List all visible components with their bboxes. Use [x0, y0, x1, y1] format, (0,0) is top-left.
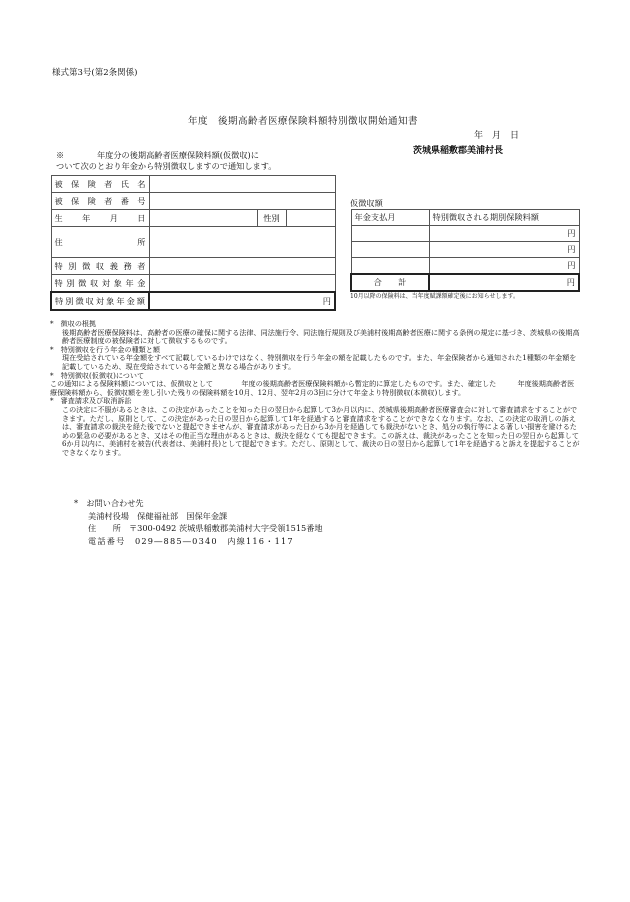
month-cell: [351, 242, 429, 258]
table-row: [51, 258, 335, 275]
table-row: [51, 210, 335, 227]
table-header-row: [351, 210, 579, 226]
table-row: [351, 242, 579, 258]
table-row: [351, 258, 579, 275]
month-cell: [351, 226, 429, 242]
table-row: [51, 275, 335, 293]
number-value: [149, 193, 335, 210]
number-label: 被保険者番号: [51, 193, 149, 210]
table-row: [51, 292, 335, 310]
issuer: 茨城県稲敷郡美浦村長: [413, 146, 504, 156]
section-body: 現在受給されている年金額をすべて記載しているわけではなく、特別徴収を行う年金の額を記載したものです。また、年金保険者から通知された1種類の年金額を記載しているため、現在受給されている年金額と異なる場合があります。: [62, 353, 577, 371]
pension-label: 特別徴収対象年金: [51, 275, 149, 293]
table-row: [351, 226, 579, 242]
table-row: [51, 176, 335, 193]
total-label: 合 計: [351, 274, 429, 291]
section-heading: * 特別徴収(仮徴収)について: [50, 370, 145, 380]
month-cell: [351, 258, 429, 275]
table-row: [51, 227, 335, 258]
birth-label: 生年月日: [51, 210, 149, 227]
section-heading: * 徴収の根拠: [50, 319, 97, 328]
total-yen: 円: [429, 274, 579, 291]
sex-label: 性別: [257, 210, 286, 227]
section-body: 後期高齢者医療保険料は、高齢者の医療の確保に関する法律、同法施行令、同法施行規則及び美浦村後期高齢者医療に関する条例の規定に基づき、茨城県の後期高齢者医療制度の被保険者に対して徴収するものです。: [62, 327, 580, 346]
birth-value: [149, 210, 257, 227]
amount-label: 特別徴収対象年金額: [51, 292, 149, 310]
contact-department: 美浦村役場 保健福祉部 国保年金課: [88, 510, 228, 521]
name-value: [149, 176, 335, 193]
form-number: 様式第3号(第2条関係): [52, 68, 138, 78]
address-value: [149, 227, 335, 258]
obligor-value: [149, 258, 335, 275]
section-body: この通知による保険料額については、仮徴収として 年度の後期高齢者医療保険料額から暫定的に算定したものです。また、確定した 年度後期高齢者医療保険料額から、仮徴収額を差し引いた残りの保険料額を10月、12月、翌年2月の3回に分けて年金より特別徴収(本徴収)します。: [50, 379, 575, 397]
section-heading: * 審査請求及び取消訴訟: [50, 396, 132, 406]
provisional-table: [350, 209, 580, 292]
provisional-caption: 仮徴収額: [350, 198, 383, 208]
section-body: この決定に不服があるときは、この決定があったことを知った日の翌日から起算して3か月以内に、茨城県後期高齢者医療審査会に対して審査請求をすることができます。ただし、原則として、この決定があった日の翌日から起算して1年を経過すると審査請求をすることができなくなります。なお、この決定の取消しの訴えは、審査請求の裁決を経た後でないと提起できませんが、審査請求があった日から3か月を経過しても裁決がないとき、処分の執行等による著しい損害を避けるための緊急の必要があるとき、又はその他正当な理由があるときは、裁決を経なくても提起できます。この訴えは、裁決があったことを知った日の翌日から起算して6か月以内に、美浦村を被告(代表者は、美浦村長)として提起できます。ただし、原則として、裁決の日の翌日から起算して1年を経過すると訴えを提起することができなくなります。: [62, 404, 580, 457]
contact-block: [74, 497, 323, 547]
col-header-amount: 特別徴収される期別保険料額: [429, 210, 579, 226]
contact-address: 住 所 〒300-0492 茨城県稲敷郡美浦村大字受領1515番地: [88, 523, 323, 533]
document-title: 年度 後期高齢者医療保険料額特別徴収開始通知書: [188, 116, 419, 127]
intro-text: ※ 年度分の後期高齢者医療保険料額(仮徴収)に ついて次のとおり年金から特別徴収しますので通知します。: [56, 150, 277, 171]
table-row: [51, 193, 335, 210]
address-label: 住所: [51, 227, 149, 258]
contact-phone: 電話番号 029―885―0340 内線116・117: [88, 535, 294, 546]
explanation-sections: [50, 320, 580, 458]
right-table-note: 10月以降の保険料は、当年度賦課額確定後にお知らせします。: [350, 293, 519, 300]
section-heading: * 特別徴収を行う年金の種類と額: [50, 344, 160, 354]
amount-yen: 円: [149, 292, 335, 310]
name-label: 被保険者氏名: [51, 176, 149, 193]
sex-value: [286, 210, 335, 227]
yen-cell: 円: [429, 258, 579, 275]
col-header-month: 年金支払月: [351, 210, 429, 226]
contact-heading: * お問い合わせ先: [74, 498, 144, 508]
yen-cell: 円: [429, 226, 579, 242]
pension-value: [149, 275, 335, 293]
insured-info-table: [50, 175, 336, 311]
obligor-label: 特別徴収義務者: [51, 258, 149, 275]
date-line: 年 月 日: [474, 131, 520, 141]
total-row: [351, 274, 579, 291]
yen-cell: 円: [429, 242, 579, 258]
